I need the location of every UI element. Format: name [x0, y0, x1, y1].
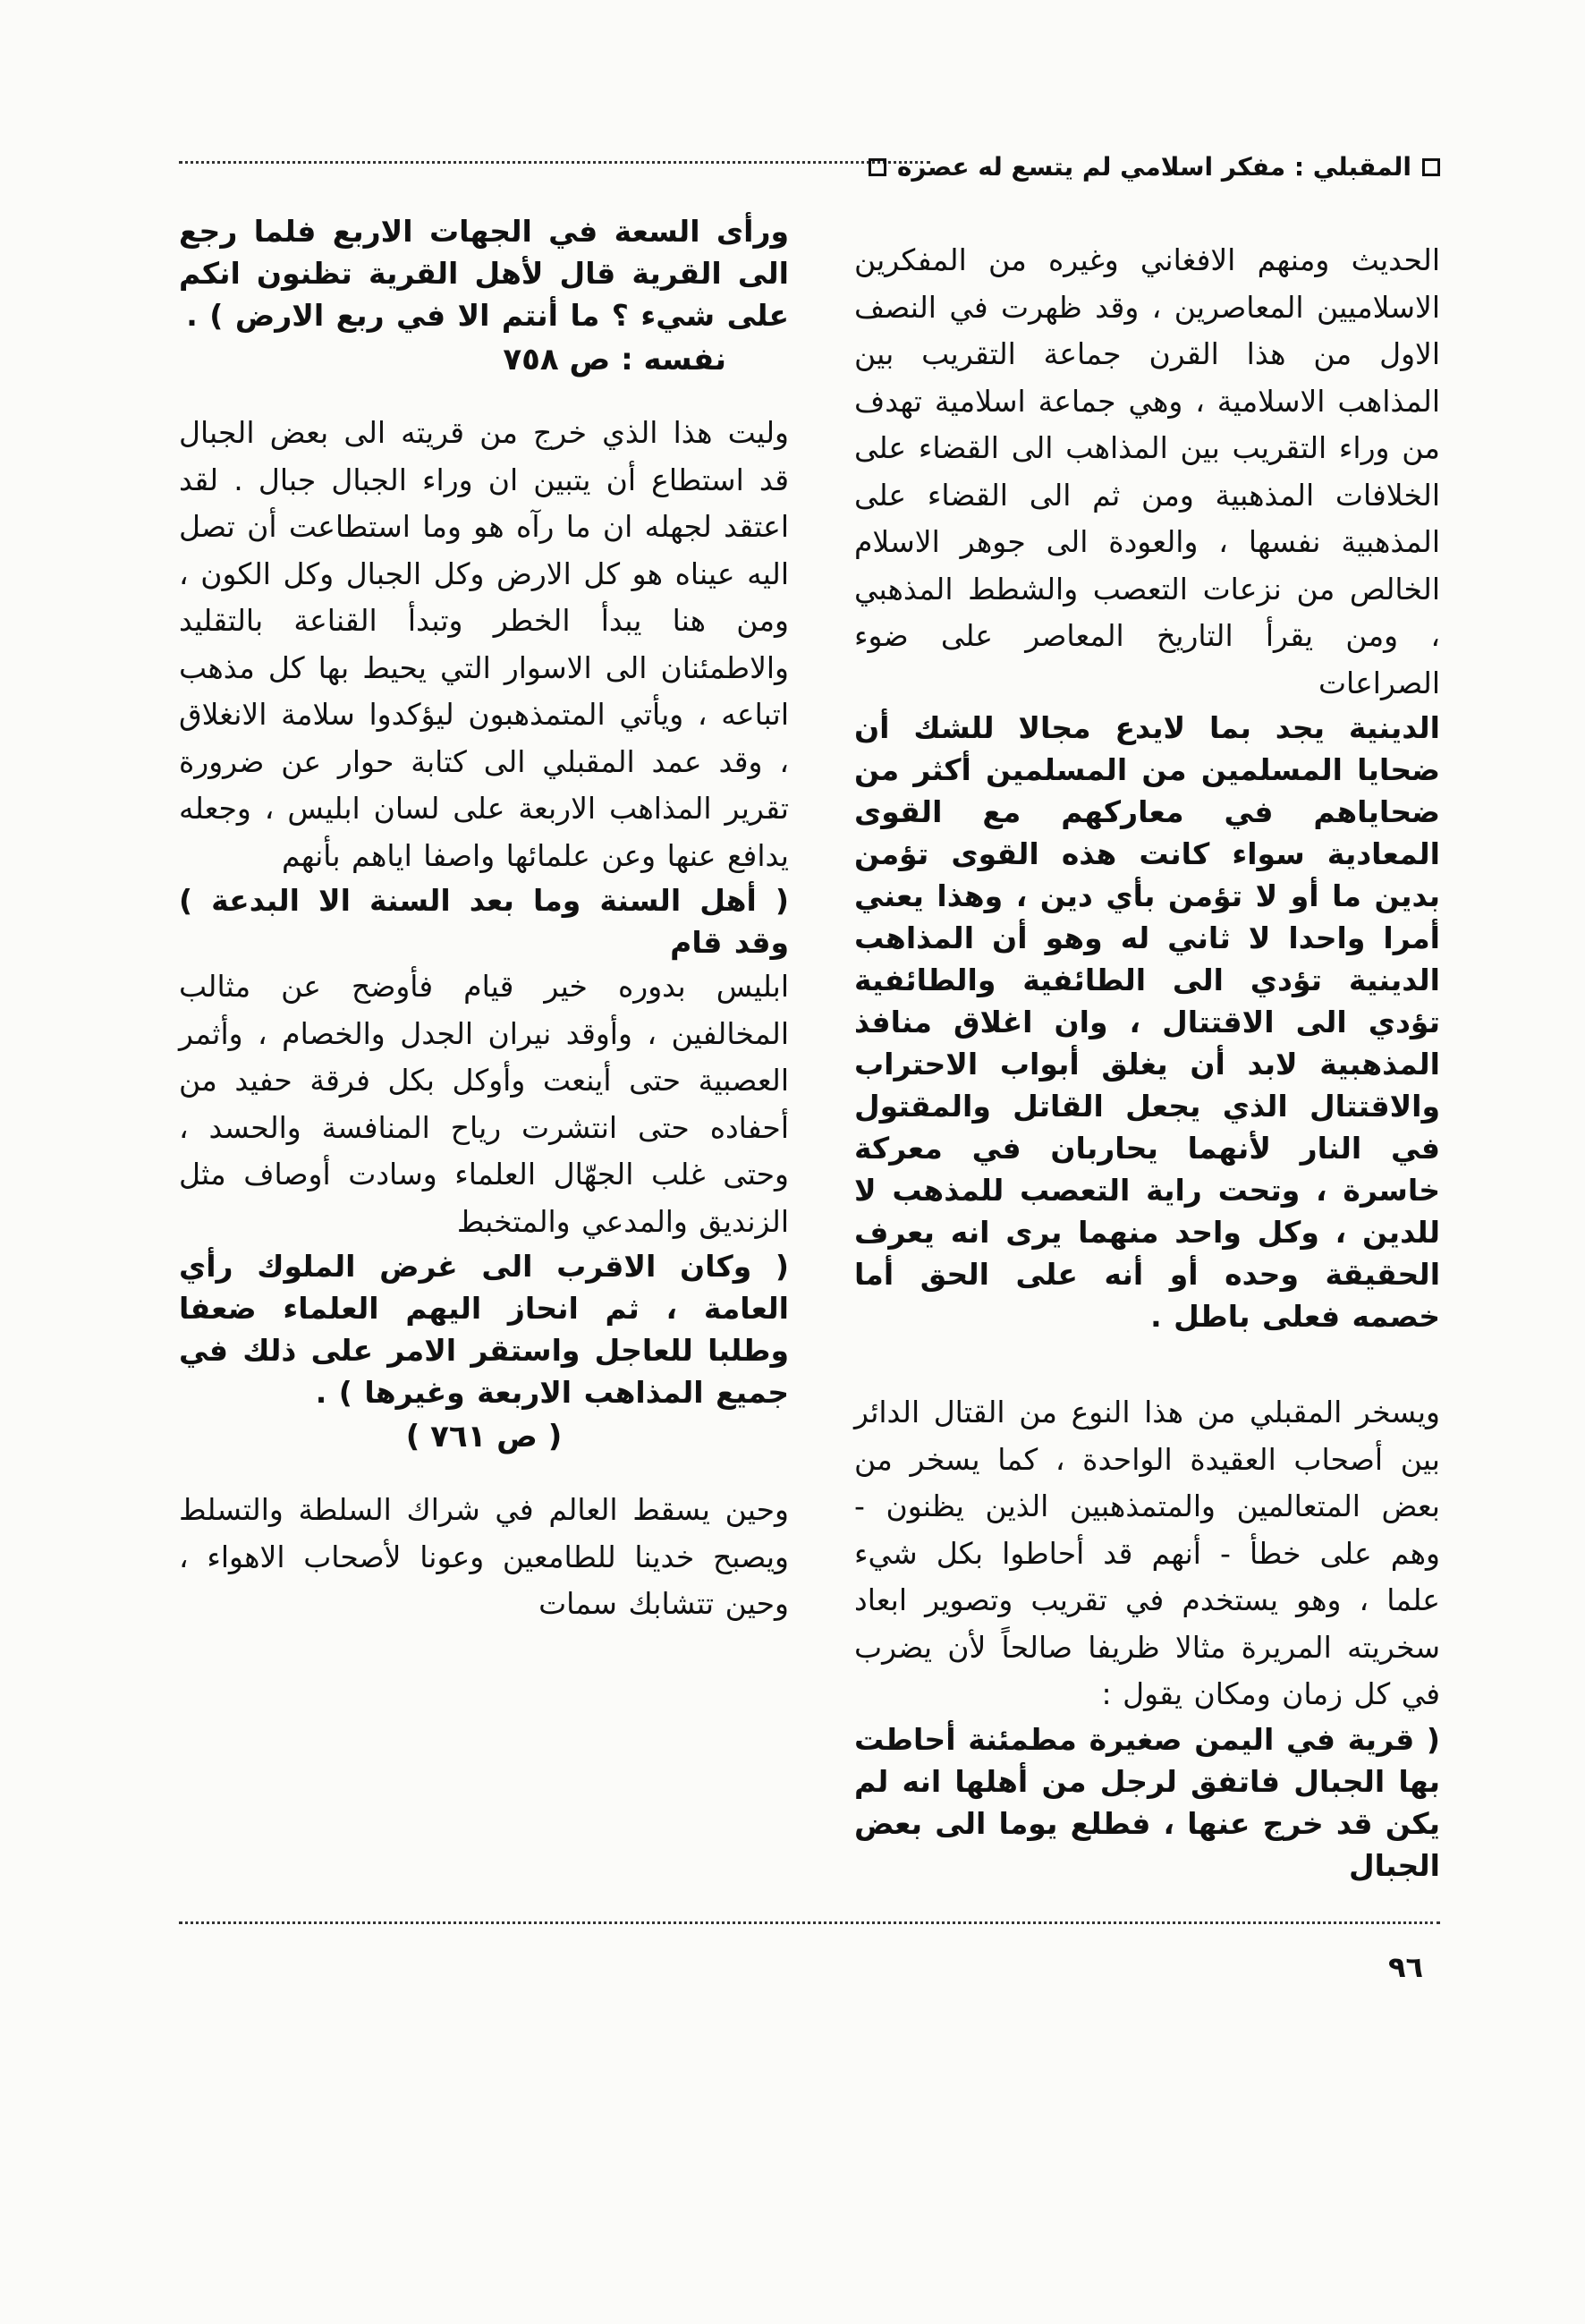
paragraph: ابليس بدوره خير قيام فأوضح عن مثالب المخالفين ، وأوقد نيران الجدل والخصام ، وأثمر العصبية حتى أينعت وأوكل بكل فرقة حفيد من أحفاده حتى انتشرت رياح المنافسة والحسد ، وحتى غلب الجهّال العلماء وسادت أوصاف مثل الزنديق والمدعي والمتخبط	[179, 969, 789, 1239]
footer-dotted-rule	[179, 1921, 1440, 1924]
header-dotted-rule	[179, 161, 930, 164]
square-bullet-icon	[1422, 158, 1440, 176]
quote-bold: ( وكان الاقرب الى غرض الملوك رأي العامة ، ثم انحاز اليهم العلماء ضعفا وطلبا للعاجل واستقر الامر على ذلك في جميع المذاهب الاربعة وغيرها ) .	[179, 1249, 789, 1410]
header-title: المقبلي : مفكر اسلامي لم يتسع له عصره	[896, 152, 1411, 182]
paragraph: وحين يسقط العالم في شراك السلطة والتسلط ويصبح خدينا للطامعين وعونا لأصحاب الاهواء ، وحين تتشابك سمات	[179, 1492, 789, 1621]
right-column	[854, 237, 1440, 1887]
paragraph: ويسخر المقبلي من هذا النوع من القتال الدائر بين أصحاب العقيدة الواحدة ، كما يسخر من بعض المتعالمين والمتمذهبين الذين يظنون - وهم على خطأ - أنهم قد أحاطوا بكل شيء علما ، وهو يستخدم في تقريب وتصوير ابعاد سخريته المريرة مثالا ظريفا صالحاً لأن يضرب في كل زمان ومكان يقول :	[854, 1395, 1440, 1711]
quote-bold: ( قرية في اليمن صغيرة مطمئنة أحاطت بها الجبال فاتفق لرجل من أهلها انه لم يكن قد خرج عنها ، فطلع يوما الى بعض الجبال	[854, 1721, 1440, 1883]
citation: ( ص ٧٦١ )	[405, 1419, 563, 1455]
page-number: ٩٦	[1388, 1950, 1424, 1984]
paragraph-bold: الدينية يجد بما لايدع مجالا للشك أن ضحايا المسلمين من المسلمين أكثر من ضحاياهم في معاركهم مع القوى المعادية سواء كانت هذه القوى تؤمن بدين ما أو لا تؤمن بأي دين ، وهذا يعني أمرا واحدا لا ثاني له وهو أن المذاهب الدينية تؤدي الى الطائفية والطائفية تؤدي الى الاقتتال ، وان اغلاق منافذ المذهبية لابد أن يغلق أبواب الاحتراب والاقتتال الذي يجعل القاتل والمقتول في النار لأنهما يحاربان في معركة خاسرة ، وتحت راية التعصب للمذهب لا للدين ، وكل واحد منهما يرى انه يعرف الحقيقة وحده أو أنه على الحق أما خصمه فعلى باطل .	[854, 710, 1440, 1334]
quote-bold: ورأى السعة في الجهات الاربع فلما رجع الى القرية قال لأهل القرية تظنون انكم على شيء ؟ ما أنتم الا في ربع الارض ) .	[179, 214, 789, 333]
square-bullet-icon	[869, 158, 886, 176]
quote-bold: ( أهل السنة وما بعد السنة الا البدعة ) وقد قام	[179, 883, 789, 960]
header-title-group	[869, 152, 1440, 182]
paragraph: وليت هذا الذي خرج من قريته الى بعض الجبال قد استطاع أن يتبين ان وراء الجبال جبال . لقد اعتقد لجهله ان ما رآه هو وما استطاعت أن تصل اليه عيناه هو كل الارض وكل الجبال وكل الكون ، ومن هنا يبدأ الخطر وتبدأ القناعة بالتقليد والاطمئنان الى الاسوار التي يحيط بها كل مذهب اتباعه ، ويأتي المتمذهبون ليؤكدوا سلامة الانغلاق ، وقد عمد المقبلي الى كتابة حوار عن ضرورة تقرير المذاهب الاربعة على لسان ابليس ، وجعله يدافع عنها وعن علمائها واصفا اياهم بأنهم	[179, 415, 789, 873]
paragraph: الحديث ومنهم الافغاني وغيره من المفكرين الاسلاميين المعاصرين ، وقد ظهرت في النصف الاول من هذا القرن جماعة التقريب بين المذاهب الاسلامية ، وهي جماعة اسلامية تهدف من وراء التقريب بين المذاهب الى القضاء على الخلافات المذهبية ومن ثم الى القضاء على المذهبية نفسها ، والعودة الى جوهر الاسلام الخالص من نزعات التعصب والشطط المذهبي ، ومن يقرأ التاريخ المعاصر على ضوء الصراعات	[854, 242, 1440, 700]
running-header	[179, 152, 1440, 215]
citation: نفسه : ص ٧٥٨	[503, 342, 726, 377]
left-column	[179, 210, 789, 1628]
